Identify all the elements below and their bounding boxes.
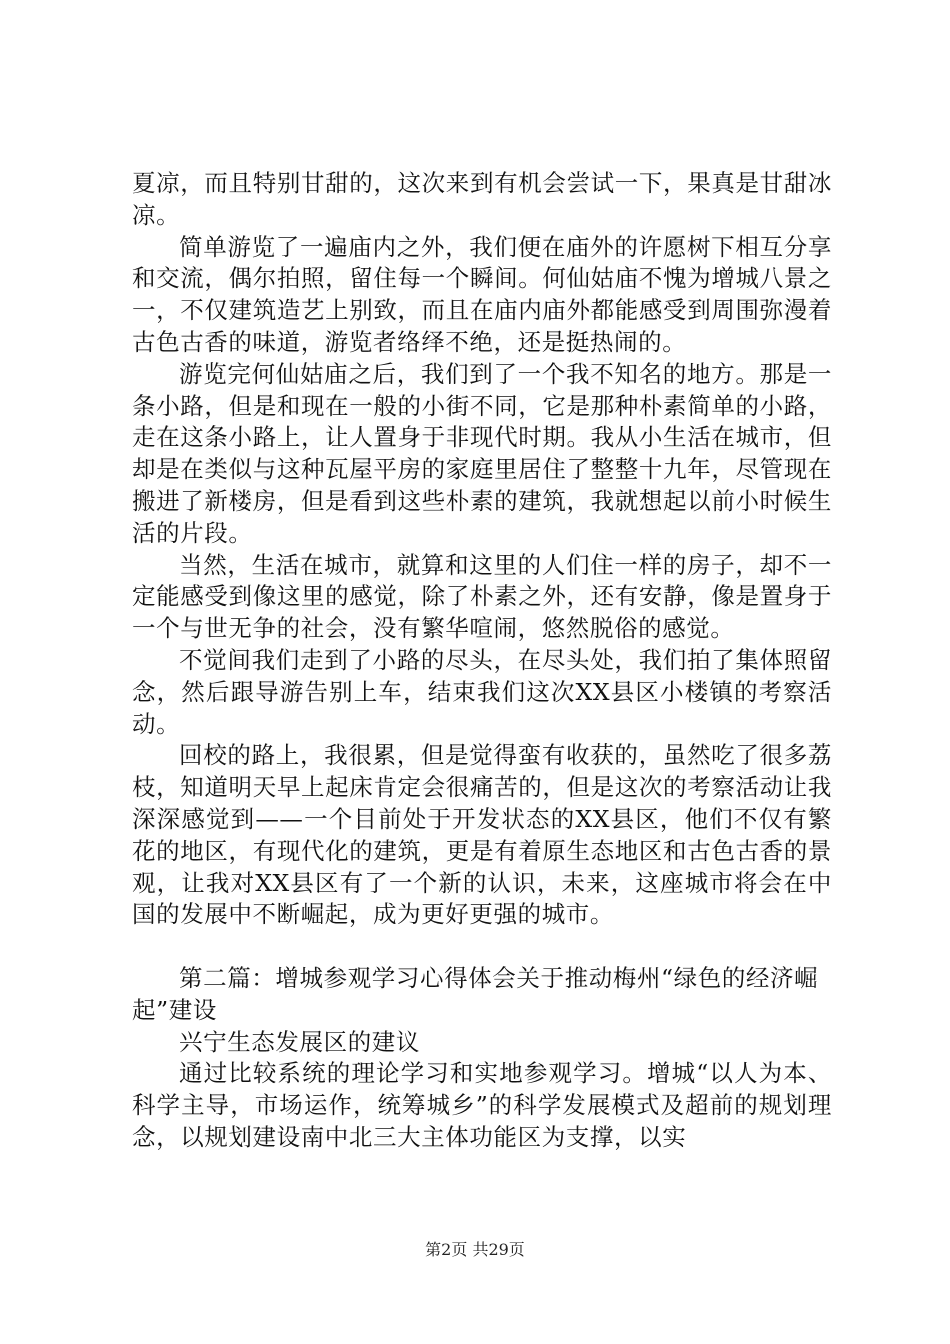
section-title: 第二篇：增城参观学习心得体会关于推动梅州“绿色的经济崛起”建设 xyxy=(132,963,819,1024)
paragraph-continuation: 夏凉，而且特别甘甜的，这次来到有机会尝试一下，果真是甘甜冰凉。 xyxy=(132,169,832,229)
paragraph-temple-visit: 简单游览了一遍庙内之外，我们便在庙外的许愿树下相互分享和交流，偶尔拍照，留住每一个瞬间。何仙姑庙不愧为增城八景之一，不仅建筑造艺上别致，而且在庙内庙外都能感受到周围弥漫着古色古香的味道，游览者络绎不绝，还是挺热闹的。 xyxy=(132,232,832,356)
section-spacer xyxy=(132,931,832,963)
paragraph-small-road: 游览完何仙姑庙之后，我们到了一个我不知名的地方。那是一条小路，但是和现在一般的小街不同，它是那种朴素简单的小路，走在这条小路上，让人置身于非现代时期。我从小生活在城市，但却是在类似与这种瓦屋平房的家庭里居住了整整十九年，尽管现在搬进了新楼房，但是看到这些朴素的建筑，我就想起以前小时候生活的片段。 xyxy=(132,359,832,547)
paragraph-study-intro: 通过比较系统的理论学习和实地参观学习。增城“以人为本、科学主导，市场运作，统筹城乡”的科学发展模式及超前的规划理念，以规划建设南中北三大主体功能区为支撑，以实 xyxy=(132,1059,832,1151)
page-footer: 第2页 共29页 xyxy=(425,1240,525,1259)
paragraph-city-life: 当然，生活在城市，就算和这里的人们住一样的房子，却不一定能感受到像这里的感觉，除了朴素之外，还有安静，像是置身于一个与世无争的社会，没有繁华喧闹，悠然脱俗的感觉。 xyxy=(132,550,832,643)
section-subtitle: 兴宁生态发展区的建议 xyxy=(179,1027,420,1056)
paragraph-return-trip: 回校的路上，我很累，但是觉得蛮有收获的，虽然吃了很多荔枝，知道明天早上起床肯定会很痛苦的，但是这次的考察活动让我深深感觉到——一个目前处于开发状态的XX县区，他们不仅有繁花的地区，有现代化的建筑，更是有着原生态地区和古色古香的景观，让我对XX县区有了一个新的认识，未来，这座城市将会在中国的发展中不断崛起，成为更好更强的城市。 xyxy=(132,741,832,929)
paragraph-group-photo: 不觉间我们走到了小路的尽头，在尽头处，我们拍了集体照留念，然后跟导游告别上车，结束我们这次XX县区小楼镇的考察活动。 xyxy=(132,645,832,738)
document-body xyxy=(132,168,832,1154)
